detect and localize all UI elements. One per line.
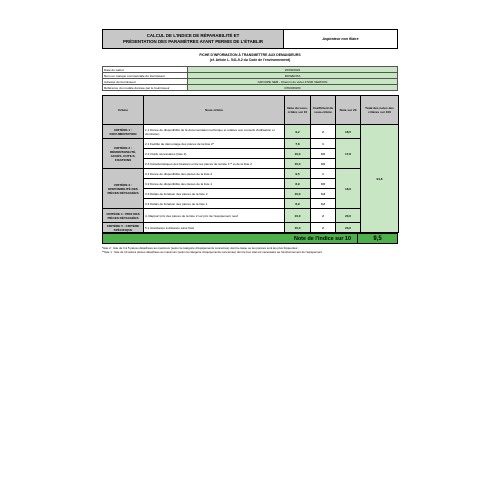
criterion-total: 17,8 xyxy=(336,139,361,169)
subcriterion-note: 10,0 xyxy=(285,189,311,199)
info-key: Nom ou marque commerciale du fournisseur xyxy=(103,73,188,79)
col-note-critere: Note sur 20 xyxy=(336,96,361,125)
footnote-list-1: **liste 1 : liste de 10 autres pièces détachées au maximum (selon la catégorie d'équipements concernée) dont le bon état est nécessaire au fonctionnement de l'équipement. xyxy=(102,250,323,255)
fiche-heading xyxy=(102,53,398,62)
final-score-label: Note de l'indice sur 10 xyxy=(102,233,358,244)
product-type: Aspirateur non filaire xyxy=(284,29,398,49)
criteria-header-row xyxy=(103,96,399,125)
total-100: 94,8 xyxy=(361,125,399,233)
subcriterion-note: 10,0 xyxy=(285,149,311,159)
criterion-name: CRITÈRE 2 : DÉMONTABILITÉ, ACCÈS, OUTILS, FIXATIONS xyxy=(103,139,144,169)
info-key: Date du calcul xyxy=(103,67,188,73)
subcriterion-coef: 0,5 xyxy=(311,159,336,169)
subcriterion-label: 5.1 Assistance à distance sans frais xyxy=(144,223,285,233)
subcriterion-label: 2.1 Facilité de démontage des pièces de la liste 2* xyxy=(144,139,285,149)
table-row xyxy=(103,125,399,139)
subcriterion-note: 9,2 xyxy=(285,125,311,139)
subcriterion-coef: 2 xyxy=(311,209,336,223)
subcriterion-note: 8,9 xyxy=(285,179,311,189)
subcriterion-label: 3.3 Délais de livraison des pièces de la liste 2 xyxy=(144,189,285,199)
col-total: Total des notes des critères sur 100 xyxy=(361,96,399,125)
criterion-total: 18,6 xyxy=(336,169,361,209)
final-score-row xyxy=(102,233,398,244)
col-critere: Critère xyxy=(103,96,144,125)
table-row xyxy=(103,209,399,223)
subcriterion-label: 4. Rapport prix des pièces de la liste 2 sur prix de l'équipement neuf xyxy=(144,209,285,223)
final-score-value: 9,5 xyxy=(358,233,398,244)
subcriterion-note: 9,5 xyxy=(285,169,311,179)
subcriterion-note: 10,0 xyxy=(285,159,311,169)
subcriterion-coef: 1 xyxy=(311,169,336,179)
subcriterion-coef: 0,3 xyxy=(311,189,336,199)
info-value: 20/09/2022 xyxy=(188,67,398,73)
supplier-info-table xyxy=(102,66,398,91)
criterion-name: CRITÈRE 4 : PRIX DES PIÈCES DÉTACHÉES xyxy=(103,209,144,223)
col-coef: Coefficient du sous-critère xyxy=(311,96,336,125)
subcriterion-coef: 2 xyxy=(311,223,336,233)
subcriterion-note: 7,8 xyxy=(285,139,311,149)
info-value: GROUPE SEB - Chemin du viviet 27200 VERNON xyxy=(188,79,398,85)
subcriterion-label: 3.1 Durée de disponibilité des pièces de la liste 2 xyxy=(144,169,285,179)
footnotes xyxy=(102,246,398,254)
subcriterion-coef: 0,5 xyxy=(311,149,336,159)
subcriterion-label: 3.4 Délais de livraison des pièces de la liste 1 xyxy=(144,199,285,209)
criterion-total: 20,0 xyxy=(336,209,361,223)
subcriterion-note: 10,0 xyxy=(285,209,311,223)
title-line-2: PRÉSENTATION DES PARAMÈTRES AYANT PERMIS DE L'ÉTABLIR xyxy=(122,38,263,44)
repairability-sheet xyxy=(102,29,398,254)
header xyxy=(102,29,398,49)
subcriterion-coef: 0,2 xyxy=(311,199,336,209)
criterion-total: 18,5 xyxy=(336,125,361,139)
table-row xyxy=(103,223,399,233)
table-row xyxy=(103,169,399,179)
criterion-name: CRITÈRE 5 : CRITÈRE SPÉCIFIQUE xyxy=(103,223,144,233)
col-sous-critere: Sous-critère xyxy=(144,96,285,125)
footnote-list-2: *liste 2 : liste de 3 à 5 pièces détachées au maximum (selon la catégorie d'équipements concernée) dont la casse ou les pannes sont les plus fréquentes ; xyxy=(102,246,299,251)
info-row xyxy=(103,85,398,91)
subcriterion-coef: 2 xyxy=(311,125,336,139)
title-line-1: CALCUL DE L'INDICE DE RÉPARABILITÉ ET xyxy=(146,33,240,38)
criterion-name: CRITÈRE 1 : DOCUMENTATION xyxy=(103,125,144,139)
info-key: Référence du modèle donnée par le fournisseur xyxy=(103,85,188,91)
subcriterion-label: 3.2 Durée de disponibilité des pièces de la liste 1 xyxy=(144,179,285,189)
table-row xyxy=(103,139,399,149)
criterion-total: 20,0 xyxy=(336,223,361,233)
info-value: ROWENTA xyxy=(188,73,398,79)
criterion-name: CRITÈRE 3 : DISPONIBILITÉ DES PIÈCES DÉTACHÉES xyxy=(103,169,144,209)
criteria-table xyxy=(102,95,399,233)
document-title xyxy=(102,29,284,49)
subcriterion-label: 1.1 Durée de disponibilité de la documentation technique et relative aux conseils d'utilisation et d'entretien xyxy=(144,125,285,139)
subcriterion-coef: 0,5 xyxy=(311,179,336,189)
subcriterion-note: 8,9 xyxy=(285,199,311,209)
subcriterion-label: 2.3 Caractéristiques des fixations entre les pièces de la liste 1** et de la liste 2 xyxy=(144,159,285,169)
subcriterion-note: 10,0 xyxy=(285,223,311,233)
col-note-sous: Note du sous-critère sur 10 xyxy=(285,96,311,125)
subcriterion-label: 2.2 Outils nécessaires (liste 2) xyxy=(144,149,285,159)
info-key: Adresse du fournisseur xyxy=(103,79,188,85)
info-value: RH2039W0 xyxy=(188,85,398,91)
fiche-line-2: (cf. Article L. 541-9-2 du Code de l'environnement) xyxy=(209,57,291,62)
subcriterion-coef: 1 xyxy=(311,139,336,149)
fiche-line-1: FICHE D'INFORMATION À TRANSMETTRE AUX DEMANDEURS xyxy=(199,53,301,57)
